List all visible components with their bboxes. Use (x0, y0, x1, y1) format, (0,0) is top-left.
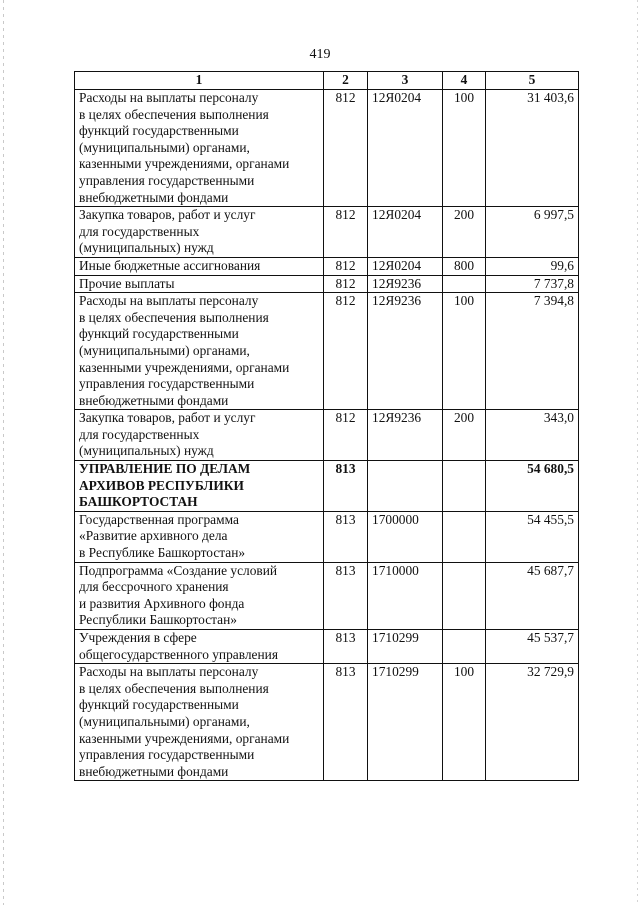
admin-code-cell (324, 207, 368, 258)
expense-name-cell-text: Иные бюджетные ассигнования (79, 257, 261, 273)
target-article-cell (368, 461, 443, 512)
admin-code-cell-text: 812 (335, 410, 356, 426)
expense-name-cell (75, 90, 324, 207)
admin-code-cell (324, 562, 368, 629)
target-article-cell-text: 12Я9236 (372, 293, 422, 309)
budget-table (74, 71, 579, 781)
expense-name-cell (75, 630, 324, 664)
expense-type-cell-text: 800 (453, 257, 475, 273)
admin-code-cell-text: 812 (335, 275, 356, 291)
target-article-cell (368, 207, 443, 258)
table-row (75, 410, 579, 461)
amount-cell (486, 664, 579, 781)
expense-name-cell (75, 275, 324, 293)
expense-name-cell-text: Расходы на выплаты персоналу в целях обеспечения выполнения функций государственными (муниципальными) органами, казенными учреждениями, органами управления государственными внебюджетными фондами (79, 90, 290, 205)
target-article-cell (368, 275, 443, 293)
expense-type-cell (443, 207, 486, 258)
column-header-3: 3 (368, 72, 443, 90)
expense-name-cell (75, 664, 324, 781)
expense-name-cell (75, 207, 324, 258)
admin-code-cell-text: 812 (335, 293, 356, 309)
target-article-cell (368, 511, 443, 562)
amount-cell (486, 275, 579, 293)
table-row (75, 207, 579, 258)
target-article-cell-text: 12Я0204 (372, 257, 422, 273)
amount-cell (486, 293, 579, 410)
expense-type-cell-text: 200 (453, 207, 475, 223)
admin-code-cell-text: 813 (335, 461, 356, 477)
amount-cell-text: 32 729,9 (527, 664, 574, 680)
amount-cell (486, 90, 579, 207)
amount-cell-text: 54 680,5 (527, 461, 574, 477)
target-article-cell-text: 12Я0204 (372, 207, 422, 223)
amount-cell-text: 343,0 (543, 410, 574, 426)
header-row (75, 72, 579, 90)
table-row (75, 511, 579, 562)
target-article-cell-text: 1710000 (372, 562, 419, 578)
expense-type-cell (443, 664, 486, 781)
amount-cell (486, 562, 579, 629)
expense-name-cell-text: Закупка товаров, работ и услуг для государственных (муниципальных) нужд (79, 207, 256, 256)
target-article-cell (368, 664, 443, 781)
amount-cell-text: 7 394,8 (533, 293, 574, 309)
table-row (75, 630, 579, 664)
expense-type-cell-text: 200 (453, 410, 475, 426)
admin-code-cell-text: 813 (335, 562, 356, 578)
amount-cell (486, 207, 579, 258)
table-row (75, 562, 579, 629)
expense-name-cell (75, 410, 324, 461)
expense-type-cell (443, 562, 486, 629)
target-article-cell (368, 293, 443, 410)
amount-cell (486, 630, 579, 664)
expense-name-cell (75, 293, 324, 410)
admin-code-cell (324, 630, 368, 664)
table-row (75, 275, 579, 293)
amount-cell-text: 45 687,7 (527, 562, 574, 578)
column-header-5: 5 (486, 72, 579, 90)
expense-type-cell (443, 293, 486, 410)
table-row (75, 293, 579, 410)
amount-cell-text: 6 997,5 (533, 207, 574, 223)
expense-type-cell-text: 100 (453, 293, 475, 309)
target-article-cell-text: 12Я0204 (372, 90, 422, 105)
admin-code-cell-text: 813 (335, 511, 356, 527)
admin-code-cell (324, 461, 368, 512)
expense-name-cell (75, 257, 324, 275)
target-article-cell (368, 90, 443, 207)
expense-name-cell-text: Государственная программа «Развитие архивного дела в Республике Башкортостан» (79, 511, 246, 561)
amount-cell-text: 7 737,8 (533, 275, 574, 291)
page-edge-left (3, 0, 4, 905)
admin-code-cell-text: 812 (335, 90, 356, 105)
expense-name-cell-text: Закупка товаров, работ и услуг для государственных (муниципальных) нужд (79, 410, 256, 459)
expense-type-cell (443, 630, 486, 664)
expense-type-cell (443, 275, 486, 293)
admin-code-cell (324, 664, 368, 781)
target-article-cell-text: 1700000 (372, 511, 419, 527)
target-article-cell (368, 410, 443, 461)
target-article-cell-text: 1710299 (372, 664, 419, 680)
expense-name-cell-text: Учреждения в сфере общегосударственного управления (79, 630, 278, 662)
table-body (75, 90, 579, 781)
admin-code-cell-text: 813 (335, 664, 356, 680)
amount-cell-text: 54 455,5 (527, 511, 574, 527)
admin-code-cell (324, 90, 368, 207)
expense-name-cell-text: Расходы на выплаты персоналу в целях обеспечения выполнения функций государственными (муниципальными) органами, казенными учреждениями, органами управления государственными внебюджетными фондами (79, 293, 290, 408)
expense-type-cell (443, 461, 486, 512)
expense-type-cell (443, 90, 486, 207)
amount-cell-text: 45 537,7 (527, 630, 574, 645)
table-header (75, 72, 579, 90)
expense-type-cell (443, 511, 486, 562)
table-row (75, 257, 579, 275)
amount-cell-text: 31 403,6 (527, 90, 574, 105)
expense-name-cell (75, 461, 324, 512)
expense-name-cell-text: УПРАВЛЕНИЕ ПО ДЕЛАМ АРХИВОВ РЕСПУБЛИКИ БАШКОРТОСТАН (79, 461, 251, 510)
amount-cell (486, 461, 579, 512)
column-header-1: 1 (75, 72, 324, 90)
target-article-cell-text: 12Я9236 (372, 275, 422, 291)
expense-type-cell-text: 100 (453, 664, 475, 680)
admin-code-cell (324, 410, 368, 461)
target-article-cell (368, 257, 443, 275)
target-article-cell-text: 12Я9236 (372, 410, 422, 426)
table-row (75, 461, 579, 512)
admin-code-cell (324, 275, 368, 293)
target-article-cell (368, 630, 443, 664)
admin-code-cell-text: 812 (335, 207, 356, 223)
table-row (75, 664, 579, 781)
admin-code-cell (324, 511, 368, 562)
admin-code-cell-text: 813 (335, 630, 356, 645)
expense-name-cell (75, 511, 324, 562)
amount-cell-text: 99,6 (550, 257, 574, 273)
expense-name-cell-text: Расходы на выплаты персоналу в целях обеспечения выполнения функций государственными (муниципальными) органами, казенными учреждениями, органами управления государственными внебюджетными фондами (79, 664, 290, 779)
target-article-cell-text: 1710299 (372, 630, 419, 645)
expense-type-cell (443, 410, 486, 461)
expense-name-cell-text: Прочие выплаты (79, 275, 175, 291)
amount-cell (486, 257, 579, 275)
column-header-2: 2 (324, 72, 368, 90)
page-edge-right (637, 0, 638, 905)
expense-type-cell (443, 257, 486, 275)
target-article-cell (368, 562, 443, 629)
table-row (75, 90, 579, 207)
expense-type-cell-text: 100 (453, 90, 475, 105)
expense-name-cell (75, 562, 324, 629)
amount-cell (486, 511, 579, 562)
expense-name-cell-text: Подпрограмма «Создание условий для бессрочного хранения и развития Архивного фонда Республики Башкортостан» (79, 562, 278, 628)
admin-code-cell-text: 812 (335, 257, 356, 273)
admin-code-cell (324, 257, 368, 275)
page-number: 419 (309, 47, 331, 62)
column-header-4: 4 (443, 72, 486, 90)
amount-cell (486, 410, 579, 461)
admin-code-cell (324, 293, 368, 410)
